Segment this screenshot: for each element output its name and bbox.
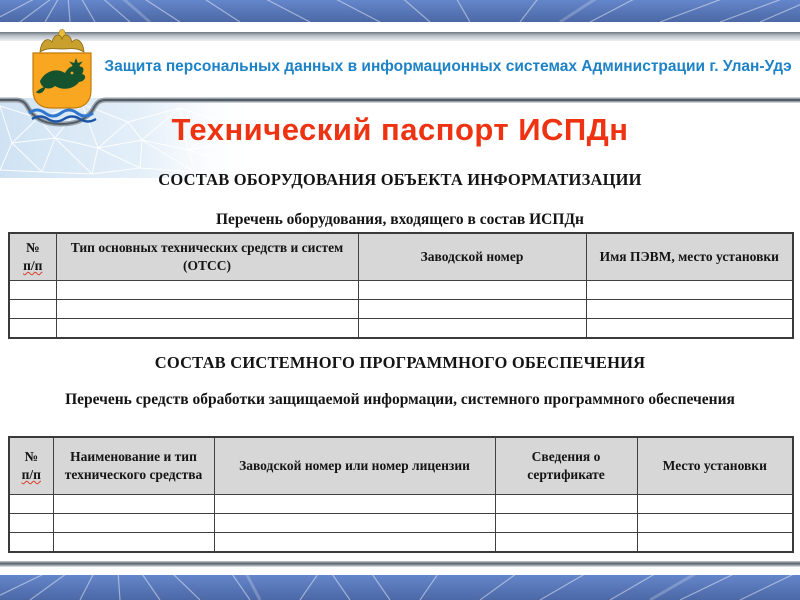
diagonal-lines-pattern xyxy=(0,0,800,22)
empty-cell xyxy=(358,281,586,300)
bottom-decorative-band xyxy=(0,575,800,600)
empty-cell xyxy=(9,281,56,300)
empty-cell xyxy=(56,300,358,319)
software-table xyxy=(8,436,794,553)
empty-cell xyxy=(9,319,56,339)
col-header-type-otss: Тип основных технических средств и систем (ОТСС) xyxy=(56,233,358,281)
col-header-name-type: Наименование и тип технического средства xyxy=(53,437,214,495)
empty-cell xyxy=(53,533,214,553)
empty-cell xyxy=(56,319,358,339)
empty-cell xyxy=(637,495,793,514)
empty-cell xyxy=(586,300,793,319)
empty-cell xyxy=(358,300,586,319)
top-decorative-band xyxy=(0,0,800,22)
table-row xyxy=(9,495,793,514)
empty-cell xyxy=(9,495,53,514)
section2-heading: СОСТАВ СИСТЕМНОГО ПРОГРАММНОГО ОБЕСПЕЧЕНИЯ xyxy=(154,353,646,372)
empty-cell xyxy=(9,300,56,319)
empty-cell xyxy=(495,514,637,533)
section1-heading: СОСТАВ ОБОРУДОВАНИЯ ОБЪЕКТА ИНФОРМАТИЗАЦИИ xyxy=(158,170,642,189)
symbol-eye xyxy=(71,72,74,75)
crown-icon xyxy=(40,29,84,52)
table-row xyxy=(9,533,793,553)
waves xyxy=(29,110,96,122)
page-title: Технический паспорт ИСПДн xyxy=(171,112,629,147)
col-header-pc-name-location: Имя ПЭВМ, место установки xyxy=(586,233,793,281)
empty-cell xyxy=(214,495,495,514)
shield xyxy=(33,53,91,108)
col-header-number: № п/п xyxy=(9,437,53,495)
empty-cell xyxy=(9,514,53,533)
table-row xyxy=(9,281,793,300)
slide-header-text: Защита персональных данных в информационных системах Администрации г. Улан-Удэ xyxy=(104,58,792,75)
empty-cell xyxy=(9,533,53,553)
bottom-gray-divider xyxy=(0,561,800,567)
empty-cell xyxy=(495,495,637,514)
software-table-header-row xyxy=(9,437,793,495)
section2-subheading: Перечень средств обработки защищаемой информации, системного программного обеспечения xyxy=(65,391,735,408)
col-header-serial: Заводской номер xyxy=(358,233,586,281)
equipment-table-header-row xyxy=(9,233,793,281)
section1-subheading: Перечень оборудования, входящего в состав ИСПДн xyxy=(216,211,584,228)
diagonal-lines-pattern xyxy=(0,575,800,600)
empty-cell xyxy=(56,281,358,300)
empty-cell xyxy=(358,319,586,339)
ulan-ude-coat-of-arms xyxy=(26,28,98,124)
empty-cell xyxy=(214,533,495,553)
table-row xyxy=(9,319,793,339)
col-header-serial-license: Заводской номер или номер лицензии xyxy=(214,437,495,495)
empty-cell xyxy=(53,495,214,514)
col-header-location: Место установки xyxy=(637,437,793,495)
empty-cell xyxy=(214,514,495,533)
empty-cell xyxy=(586,319,793,339)
table-row xyxy=(9,300,793,319)
empty-cell xyxy=(586,281,793,300)
empty-cell xyxy=(637,533,793,553)
empty-cell xyxy=(495,533,637,553)
col-header-number: № п/п xyxy=(9,233,56,281)
empty-cell xyxy=(637,514,793,533)
empty-cell xyxy=(53,514,214,533)
equipment-table xyxy=(8,232,794,339)
top-gray-strip xyxy=(0,32,800,41)
table-row xyxy=(9,514,793,533)
col-header-certificate: Сведения о сертификате xyxy=(495,437,637,495)
